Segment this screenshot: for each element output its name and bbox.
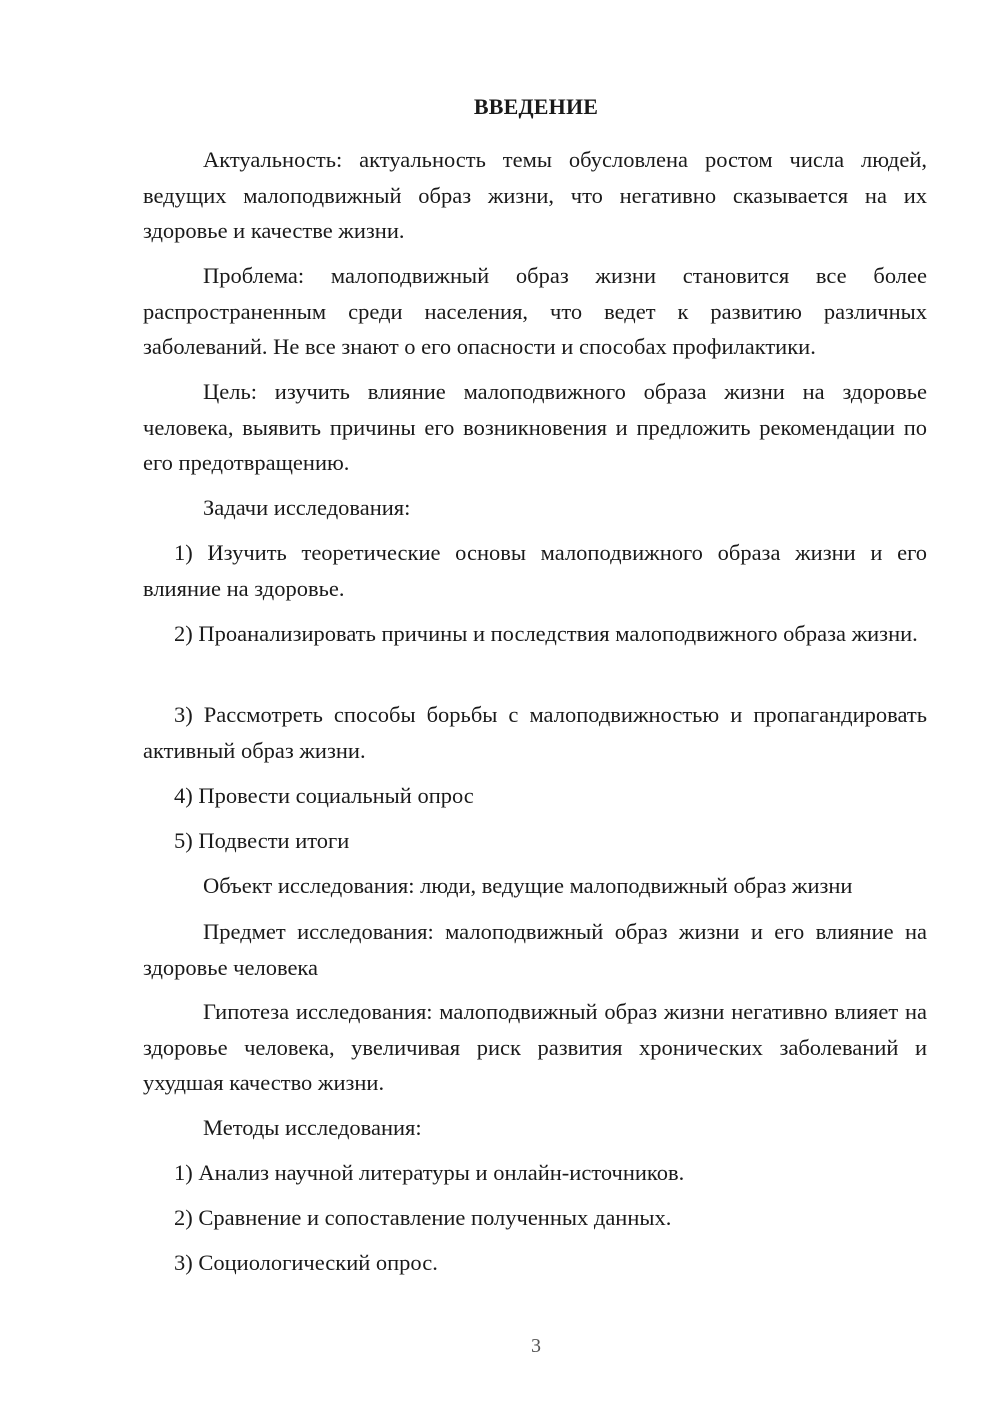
method-item: 1) Анализ научной литературы и онлайн-источников. [174,1160,685,1185]
method-item: 2) Сравнение и сопоставление полученных данных. [174,1205,672,1230]
object-paragraph: Объект исследования: люди, ведущие малоподвижный образ жизни [203,873,853,898]
relevance-paragraph: Актуальность: актуальность темы обусловлена ростом числа людей, ведущих малоподвижный образ жизни, что негативно сказывается на их здоровье и качестве жизни. [143,147,927,243]
goal-paragraph: Цель: изучить влияние малоподвижного образа жизни на здоровье человека, выявить причины его возникновения и предложить рекомендации по его предотвращению. [143,379,927,475]
task-item: 1) Изучить теоретические основы малоподвижного образа жизни и его влияние на здоровье. [143,540,927,601]
task-item: 5) Подвести итоги [174,828,350,853]
page-title: ВВЕДЕНИЕ [473,94,599,119]
subject-paragraph: Предмет исследования: малоподвижный образ жизни и его влияние на здоровье человека [143,919,927,980]
task-item: 3) Рассмотреть способы борьбы с малоподвижностью и пропагандировать активный образ жизни. [143,702,927,763]
tasks-heading: Задачи исследования: [203,495,411,520]
task-item: 2) Проанализировать причины и последствия малоподвижного образа жизни. [174,621,918,646]
hypothesis-paragraph: Гипотеза исследования: малоподвижный образ жизни негативно влияет на здоровье человека, увеличивая риск развития хронических заболеваний и ухудшая качество жизни. [143,999,927,1095]
method-item: 3) Социологический опрос. [174,1250,438,1275]
page-number: 3 [531,1335,541,1357]
problem-paragraph: Проблема: малоподвижный образ жизни становится все более распространенным среди населения, что ведет к развитию различных заболеваний. Не все знают о его опасности и способах профилактики. [143,263,927,359]
task-item: 4) Провести социальный опрос [174,783,474,808]
methods-heading: Методы исследования: [203,1115,422,1140]
